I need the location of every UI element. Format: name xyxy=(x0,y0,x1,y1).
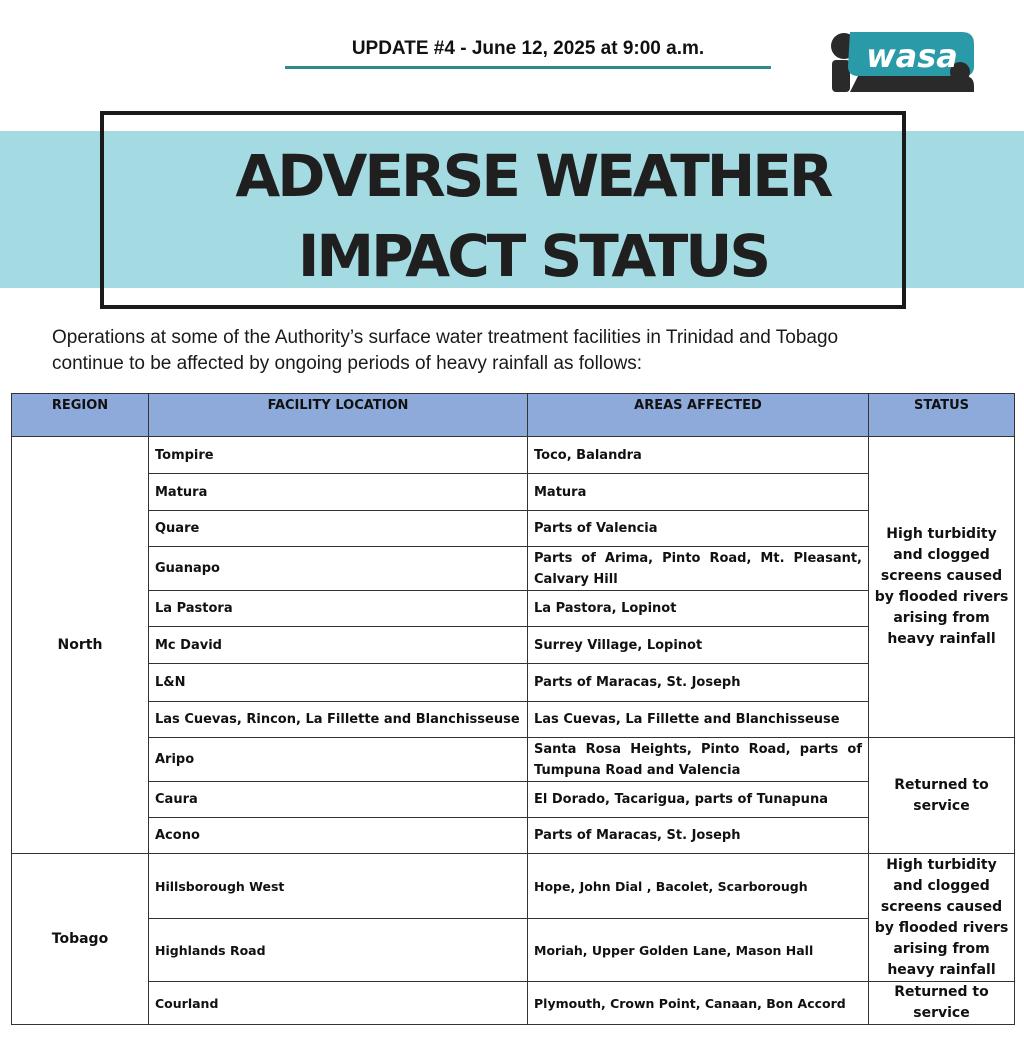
status-turbidity-north: High turbidity and clogged screens caused by flooded rivers arising from heavy rainfall xyxy=(869,437,1015,738)
intro-paragraph xyxy=(52,325,992,377)
intro-line-1: Operations at some of the Authority’s surface water treatment facilities in Trinidad and Tobago xyxy=(52,327,839,348)
facility-cell: Tompire xyxy=(149,437,528,474)
table-row xyxy=(12,782,1015,818)
table-row xyxy=(12,547,1015,591)
facility-cell: Guanapo xyxy=(149,547,528,591)
areas-cell: Surrey Village, Lopinot xyxy=(528,627,869,664)
table-row xyxy=(12,664,1015,702)
areas-cell: La Pastora, Lopinot xyxy=(528,591,869,627)
facility-cell: L&N xyxy=(149,664,528,702)
areas-cell: Moriah, Upper Golden Lane, Mason Hall xyxy=(528,919,869,982)
region-north: North xyxy=(12,437,149,854)
title-line-2: IMPACT STATUS xyxy=(297,222,769,290)
status-turbidity-tobago: High turbidity and clogged screens caused by flooded rivers arising from heavy rainfall xyxy=(869,854,1015,982)
areas-cell: Matura xyxy=(528,474,869,511)
header-region: REGION xyxy=(12,394,149,437)
table-row xyxy=(12,437,1015,474)
table-row xyxy=(12,702,1015,738)
facility-cell: Aripo xyxy=(149,738,528,782)
areas-cell: El Dorado, Tacarigua, parts of Tunapuna xyxy=(528,782,869,818)
table-row xyxy=(12,627,1015,664)
areas-cell: Parts of Valencia xyxy=(528,511,869,547)
areas-cell: Toco, Balandra xyxy=(528,437,869,474)
facility-cell: Matura xyxy=(149,474,528,511)
areas-cell: Hope, John Dial , Bacolet, Scarborough xyxy=(528,854,869,919)
facility-cell: Caura xyxy=(149,782,528,818)
table-row xyxy=(12,919,1015,982)
table-row xyxy=(12,854,1015,919)
facility-cell: Acono xyxy=(149,818,528,854)
areas-cell: Plymouth, Crown Point, Canaan, Bon Accord xyxy=(528,982,869,1025)
table-row xyxy=(12,982,1015,1025)
header-areas: AREAS AFFECTED xyxy=(528,394,869,437)
areas-cell: Santa Rosa Heights, Pinto Road, parts of Tumpuna Road and Valencia xyxy=(528,738,869,782)
status-returned-north: Returned to service xyxy=(869,738,1015,854)
header-facility: FACILITY LOCATION xyxy=(149,394,528,437)
facility-cell: Highlands Road xyxy=(149,919,528,982)
table-row xyxy=(12,591,1015,627)
update-heading: UPDATE #4 - June 12, 2025 at 9:00 a.m. xyxy=(351,38,705,59)
facility-cell: Las Cuevas, Rincon, La Fillette and Blanchisseuse xyxy=(149,702,528,738)
areas-cell: Parts of Maracas, St. Joseph xyxy=(528,818,869,854)
areas-cell: Las Cuevas, La Fillette and Blanchisseuse xyxy=(528,702,869,738)
page-title xyxy=(100,136,966,296)
status-table xyxy=(11,393,1015,1025)
svg-text:wasa: wasa xyxy=(866,37,958,75)
table-row xyxy=(12,474,1015,511)
table-header-row xyxy=(12,394,1015,437)
wasa-logo xyxy=(828,26,978,96)
facility-cell: Quare xyxy=(149,511,528,547)
table-row xyxy=(12,818,1015,854)
areas-cell: Parts of Arima, Pinto Road, Mt. Pleasant, Calvary Hill xyxy=(528,547,869,591)
table-row xyxy=(12,511,1015,547)
intro-line-2: continue to be affected by ongoing periods of heavy rainfall as follows: xyxy=(52,353,643,374)
table-row xyxy=(12,738,1015,782)
update-underline xyxy=(285,66,771,69)
title-line-1: ADVERSE WEATHER xyxy=(235,142,831,210)
region-tobago: Tobago xyxy=(12,854,149,1025)
header-status: STATUS xyxy=(869,394,1015,437)
facility-cell: La Pastora xyxy=(149,591,528,627)
facility-cell: Hillsborough West xyxy=(149,854,528,919)
status-returned-tobago: Returned to service xyxy=(869,982,1015,1025)
areas-cell: Parts of Maracas, St. Joseph xyxy=(528,664,869,702)
facility-cell: Mc David xyxy=(149,627,528,664)
facility-cell: Courland xyxy=(149,982,528,1025)
